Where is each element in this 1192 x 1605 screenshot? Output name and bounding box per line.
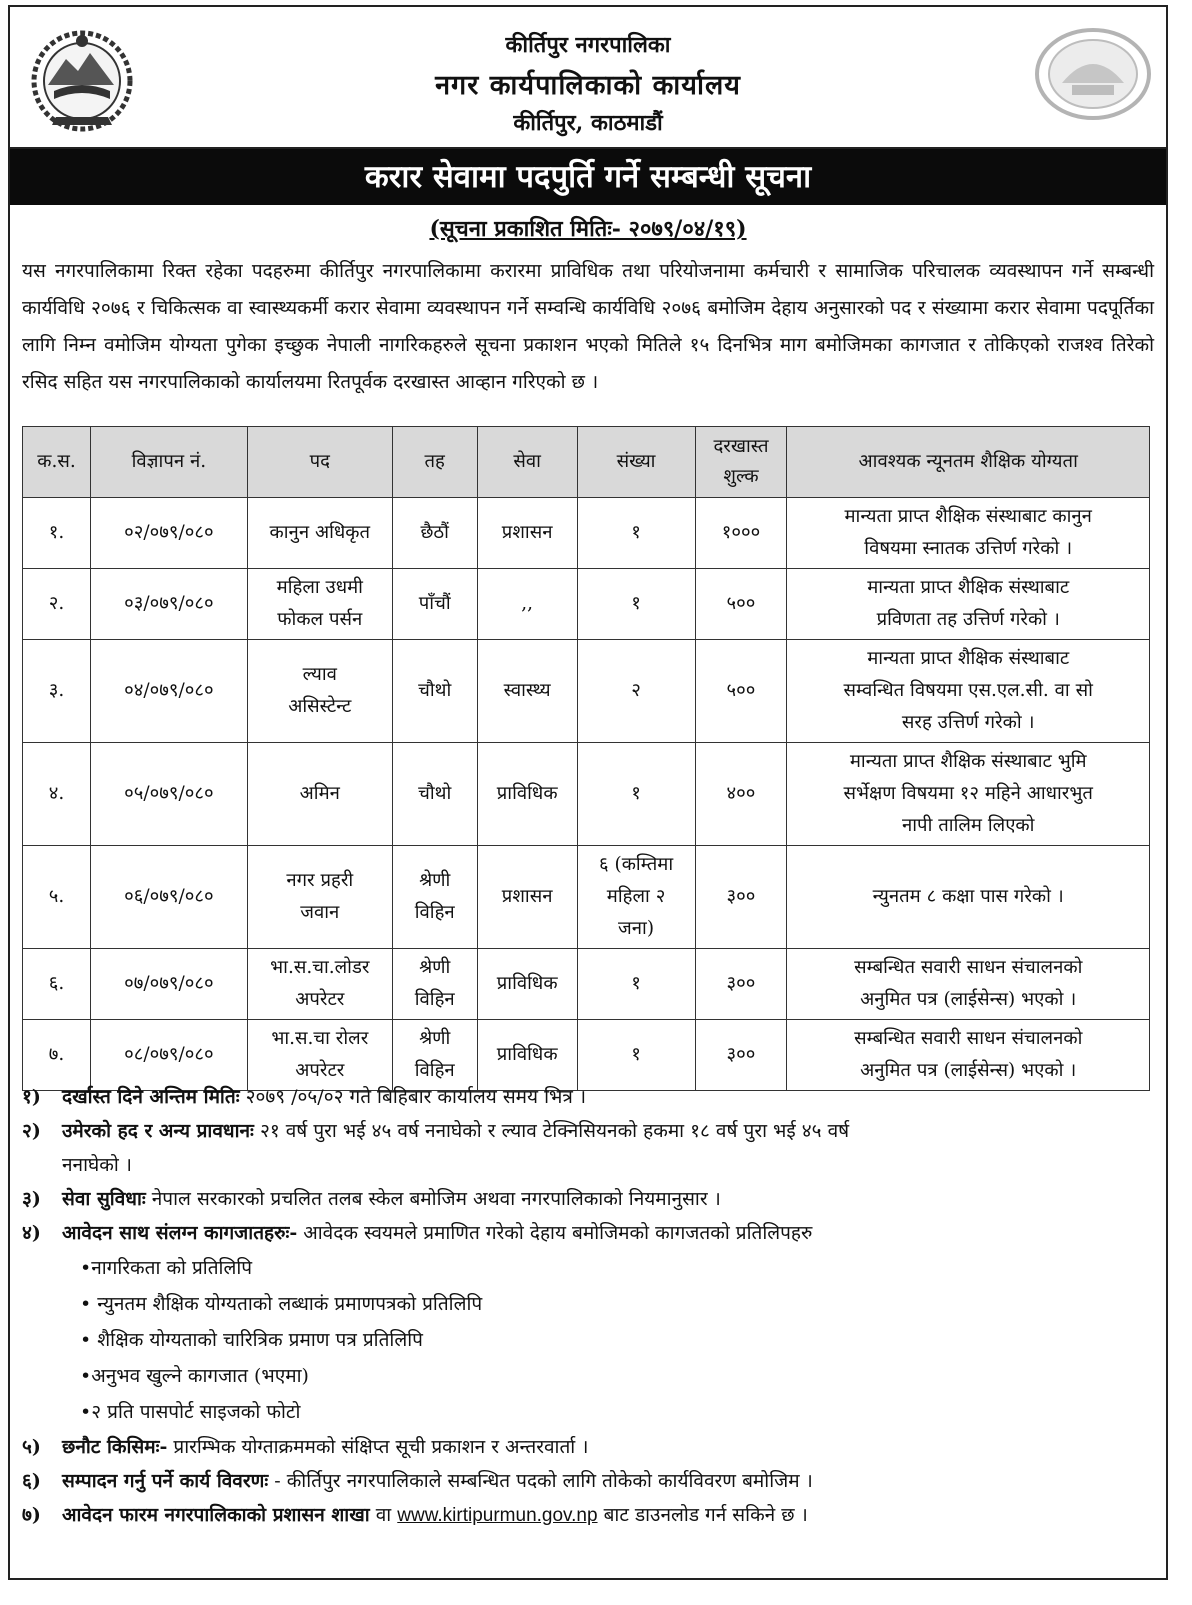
- cell-service-line: प्राविधिक: [496, 1044, 558, 1065]
- cell-qualification-line: नापी तालिम लिएको: [902, 815, 1035, 836]
- cell-fee-line: १०००: [721, 522, 761, 543]
- cell-post-line: महिला उधमी: [276, 577, 363, 598]
- table-row: [23, 743, 1150, 846]
- cell-post-line: अमिन: [299, 783, 340, 804]
- cell-ad-no: [90, 846, 247, 949]
- cell-level-line: श्रेणी: [419, 1028, 451, 1049]
- col-header-ad-no: विज्ञापन नं.: [90, 427, 247, 498]
- municipality-name: कीर्तिपुर नगरपालिका: [505, 32, 671, 58]
- cell-post-line: असिस्टेन्ट: [288, 696, 352, 717]
- cell-post-line: भा.स.चा रोलर: [271, 1028, 369, 1049]
- cell-count-line: २: [631, 680, 641, 701]
- cell-service: [477, 949, 577, 1020]
- cell-post-line: कानुन अधिकृत: [269, 522, 371, 543]
- note-text-tail: बाट डाउनलोड गर्न सकिने छ ।: [597, 1504, 808, 1526]
- cell-count: [577, 846, 695, 949]
- cell-fee: [695, 569, 787, 640]
- note-text: २०७९ /०५/०२ गते बिहिबार कार्यालय समय भित्र ।: [239, 1086, 587, 1108]
- cell-level-line: श्रेणी: [419, 870, 451, 891]
- cell-qualification-line: मान्यता प्राप्त शैक्षिक संस्थाबाट: [867, 577, 1070, 598]
- note-text: आवेदक स्वयमले प्रमाणित गरेको देहाय बमोजिमको कागजतको प्रतिलिपहरु: [297, 1222, 813, 1244]
- cell-sn: [23, 640, 91, 743]
- cell-fee-line: ३००: [726, 973, 756, 994]
- cell-post: [247, 949, 392, 1020]
- document-list-item: •२ प्रति पासपोर्ट साइजको फोटो: [80, 1401, 301, 1423]
- cell-service: [477, 846, 577, 949]
- office-name: नगर कार्यपालिकाको कार्यालय: [435, 70, 741, 101]
- cell-sn-line: १.: [48, 522, 65, 543]
- cell-service: [477, 569, 577, 640]
- cell-sn: [23, 569, 91, 640]
- col-header-service: सेवा: [477, 427, 577, 498]
- col-header-sn: क.स.: [23, 427, 91, 498]
- cell-ad-no: [90, 743, 247, 846]
- cell-qualification-line: मान्यता प्राप्त शैक्षिक संस्थाबाट भुमि: [849, 751, 1087, 772]
- cell-fee-line: ५००: [726, 680, 756, 701]
- cell-qualification-line: मान्यता प्राप्त शैक्षिक संस्थाबाट कानुन: [844, 506, 1092, 527]
- cell-service: [477, 640, 577, 743]
- cell-post: [247, 498, 392, 569]
- cell-qualification-line: न्युनतम ८ कक्षा पास गरेको ।: [872, 886, 1064, 907]
- cell-qualification-line: अनुमित पत्र (लाईसेन्स) भएको ।: [860, 989, 1077, 1010]
- cell-service-line: प्रशासन: [501, 522, 553, 543]
- cell-count-line: जना): [618, 918, 655, 939]
- cell-ad-no: [90, 569, 247, 640]
- cell-sn-line: ४.: [48, 783, 65, 804]
- cell-post-line: जवान: [300, 902, 340, 923]
- cell-post-line: ल्याव: [302, 664, 337, 685]
- note-label: सम्पादन गर्नु पर्ने कार्य विवरणः: [62, 1470, 269, 1492]
- cell-qualification: [787, 743, 1150, 846]
- cell-sn: [23, 949, 91, 1020]
- cell-qualification-line: सम्वन्धित विषयमा एस.एल.सी. वा सो: [843, 680, 1093, 701]
- website-link[interactable]: www.kirtipurmun.gov.np: [397, 1505, 598, 1526]
- cell-sn-line: ५.: [48, 886, 65, 907]
- col-header-fee: [695, 427, 787, 498]
- cell-sn-line: ६.: [48, 973, 65, 994]
- notice-page: [8, 5, 1168, 1580]
- document-list-item: • शैक्षिक योग्यताको चारित्रिक प्रमाण पत्र प्रतिलिपि: [80, 1329, 423, 1351]
- cell-ad-no-line: ०३/०७९/०८०: [124, 593, 214, 614]
- cell-service-line: स्वास्थ्य: [503, 680, 551, 701]
- cell-ad-no-line: ०५/०७९/०८०: [124, 783, 214, 804]
- cell-post: [247, 569, 392, 640]
- note-number: ६): [22, 1470, 41, 1492]
- document-list-item: •अनुभव खुल्ने कागजात (भएमा): [80, 1365, 309, 1387]
- cell-service-line: प्रशासन: [501, 886, 553, 907]
- cell-count: [577, 569, 695, 640]
- cell-service: [477, 498, 577, 569]
- office-address: कीर्तिपुर, काठमाडौं: [513, 110, 663, 136]
- cell-qualification-line: विषयमा स्नातक उत्तिर्ण गरेको ।: [864, 538, 1073, 559]
- table-header-row: [23, 427, 1150, 498]
- note-item-2: [22, 1114, 1147, 1148]
- cell-count: [577, 640, 695, 743]
- publication-date: (सूचना प्रकाशित मितिः- २०७९/०४/१९): [429, 216, 747, 242]
- cell-qualification: [787, 846, 1150, 949]
- note-number: ७): [22, 1504, 41, 1526]
- cell-level-line: छैठौं: [420, 522, 449, 543]
- cell-count: [577, 498, 695, 569]
- note-text: - कीर्तिपुर नगरपालिकाले सम्बन्धित पदको लागि तोकेको कार्यविवरण बमोजिम ।: [268, 1470, 813, 1492]
- cell-fee: [695, 846, 787, 949]
- note-label: दर्खास्त दिने अन्तिम मितिः: [62, 1086, 240, 1108]
- cell-sn: [23, 846, 91, 949]
- col-header-post: पद: [247, 427, 392, 498]
- cell-ad-no: [90, 498, 247, 569]
- cell-qualification-line: मान्यता प्राप्त शैक्षिक संस्थाबाट: [867, 648, 1070, 669]
- fee-header-line2: शुल्क: [723, 466, 759, 487]
- cell-ad-no-line: ०७/०७९/०८०: [124, 973, 214, 994]
- cell-level: [392, 949, 477, 1020]
- cell-level: [392, 569, 477, 640]
- note-number: २): [22, 1120, 41, 1142]
- cell-post-line: नगर प्रहरी: [286, 870, 354, 891]
- note-label: सेवा सुविधाः: [62, 1188, 146, 1210]
- cell-service-line: प्राविधिक: [496, 783, 558, 804]
- cell-post-line: फोकल पर्सन: [277, 609, 363, 630]
- cell-count-line: महिला २: [606, 886, 666, 907]
- notes-section: [22, 1080, 1147, 1533]
- note-number: १): [22, 1086, 41, 1108]
- cell-post: [247, 846, 392, 949]
- table-row: [23, 498, 1150, 569]
- cell-level: [392, 743, 477, 846]
- cell-qualification-line: सम्बन्धित सवारी साधन संचालनको: [854, 957, 1083, 978]
- cell-fee-line: ३००: [726, 1044, 756, 1065]
- cell-fee-line: ५००: [726, 593, 756, 614]
- note-label: छनौट किसिमः-: [62, 1436, 168, 1458]
- header: [10, 7, 1166, 149]
- cell-level-line: विहिन: [414, 1060, 455, 1081]
- col-header-qualification: आवश्यक न्यूनतम शैक्षिक योग्यता: [787, 427, 1150, 498]
- cell-qualification-line: सर्भेक्षण विषयमा १२ महिने आधारभुत: [843, 783, 1093, 804]
- cell-fee: [695, 498, 787, 569]
- cell-level: [392, 498, 477, 569]
- cell-ad-no-line: ०८/०७९/०८०: [124, 1044, 214, 1065]
- cell-qualification-line: सरह उत्तिर्ण गरेको ।: [901, 712, 1035, 733]
- cell-count-line: १: [631, 522, 641, 543]
- note-text: वा: [369, 1504, 398, 1526]
- cell-fee-line: ३००: [726, 886, 756, 907]
- cell-count-line: १: [631, 973, 641, 994]
- note-item-1: [22, 1080, 1147, 1114]
- note-number: ४): [22, 1222, 41, 1244]
- document-list-item: • न्युनतम शैक्षिक योग्यताको लब्धाकं प्रमाणपत्रको प्रतिलिपि: [80, 1293, 483, 1315]
- cell-qualification: [787, 569, 1150, 640]
- cell-sn-line: ७.: [48, 1044, 65, 1065]
- municipality-logo-icon: [1032, 25, 1154, 123]
- note-item-4: [22, 1216, 1147, 1250]
- cell-qualification-line: प्रविणता तह उत्तिर्ण गरेको ।: [876, 609, 1060, 630]
- cell-ad-no: [90, 640, 247, 743]
- cell-level-line: विहिन: [414, 989, 455, 1010]
- cell-fee: [695, 743, 787, 846]
- cell-count: [577, 743, 695, 846]
- table-row: [23, 640, 1150, 743]
- note-item-6: [22, 1464, 1147, 1498]
- table-row: [23, 846, 1150, 949]
- col-header-level: तह: [392, 427, 477, 498]
- cell-sn: [23, 743, 91, 846]
- cell-sn-line: ३.: [48, 680, 65, 701]
- cell-service-line: ,,: [521, 593, 534, 614]
- document-list-item: •नागरिकता को प्रतिलिपि: [80, 1257, 253, 1279]
- note-text: नेपाल सरकारको प्रचलित तलब स्केल बमोजिम अथवा नगरपालिकाको नियमानुसार ।: [145, 1188, 721, 1210]
- cell-post-line: भा.स.चा.लोडर: [270, 957, 370, 978]
- cell-qualification-line: अनुमित पत्र (लाईसेन्स) भएको ।: [860, 1060, 1077, 1081]
- cell-ad-no-line: ०४/०७९/०८०: [124, 680, 214, 701]
- cell-post-line: अपरेटर: [295, 1060, 345, 1081]
- note-item-7: [22, 1498, 1147, 1533]
- cell-count: [577, 949, 695, 1020]
- cell-level: [392, 640, 477, 743]
- cell-post: [247, 743, 392, 846]
- cell-qualification: [787, 949, 1150, 1020]
- cell-level-line: विहिन: [414, 902, 455, 923]
- cell-service: [477, 743, 577, 846]
- cell-sn-line: २.: [48, 593, 65, 614]
- cell-ad-no-line: ०६/०७९/०८०: [124, 886, 214, 907]
- cell-level-line: चौथो: [418, 783, 452, 804]
- cell-count-line: १: [631, 783, 641, 804]
- note-number: ३): [22, 1188, 41, 1210]
- note-label: आवेदन फारम नगरपालिकाको प्रशासन शाखा: [62, 1504, 370, 1526]
- cell-service-line: प्राविधिक: [496, 973, 558, 994]
- note-item-3: [22, 1182, 1147, 1216]
- cell-level-line: श्रेणी: [419, 957, 451, 978]
- note-item-5: [22, 1430, 1147, 1464]
- note-number: ५): [22, 1436, 41, 1458]
- cell-level-line: चौथो: [418, 680, 452, 701]
- cell-fee-line: ४००: [726, 783, 756, 804]
- cell-qualification: [787, 498, 1150, 569]
- table-row: [23, 949, 1150, 1020]
- cell-count-line: १: [631, 1044, 641, 1065]
- cell-fee: [695, 640, 787, 743]
- note-text: प्रारम्भिक योग्ताक्रममको संक्षिप्त सूची प्रकाशन र अन्तरवार्ता ।: [167, 1436, 589, 1458]
- note-text: २१ वर्ष पुरा भई ४५ वर्ष ननाघेको र ल्याव टेक्निसियनको हकमा १८ वर्ष पुरा भई ४५ वर्ष: [253, 1120, 850, 1142]
- cell-level: [392, 846, 477, 949]
- note-label: उमेरको हद र अन्य प्रावधानः: [62, 1120, 254, 1142]
- notice-title: करार सेवामा पदपुर्ति गर्ने सम्बन्धी सूचना: [10, 149, 1166, 205]
- note-label: आवेदन साथ संलग्न कागजातहरुः-: [62, 1222, 298, 1244]
- cell-sn: [23, 498, 91, 569]
- vacancy-table: [22, 426, 1150, 1091]
- cell-qualification-line: सम्बन्धित सवारी साधन संचालनको: [854, 1028, 1083, 1049]
- note-continuation: ननाघेको ।: [62, 1154, 132, 1176]
- cell-ad-no: [90, 949, 247, 1020]
- table-row: [23, 569, 1150, 640]
- col-header-count: संख्या: [577, 427, 695, 498]
- cell-qualification: [787, 640, 1150, 743]
- cell-post: [247, 640, 392, 743]
- cell-level-line: पाँचौं: [418, 593, 451, 614]
- cell-post-line: अपरेटर: [295, 989, 345, 1010]
- cell-count-line: १: [631, 593, 641, 614]
- cell-fee: [695, 949, 787, 1020]
- cell-ad-no-line: ०२/०७९/०८०: [124, 522, 214, 543]
- cell-count-line: ६ (कम्तिमा: [598, 854, 674, 875]
- intro-paragraph: यस नगरपालिकामा रिक्त रहेका पदहरुमा कीर्तिपुर नगरपालिकामा करारमा प्राविधिक तथा परियोजनामा कर्मचारी र सामाजिक परिचालक व्यवस्थापन गर्ने सम्बन्धी कार्यविधि २०७६ र चिकित्सक वा स्वास्थ्यकर्मी करार सेवामा व्यवस्थापन गर्ने सम्वन्धि कार्यविधि २०७६ बमोजिम देहाय अनुसारको पद र संख्यामा करार सेवामा पदपूर्तिका लागि निम्न वमोजिम योग्यता पुगेका इच्छुक नेपाली नागरिकहरुले सूचना प्रकाशन भएको मितिले १५ दिनभित्र माग बमोजिमका कागजात र तोकिएको राजश्व तिरेको रसिद सहित यस नगरपालिकाको कार्यालयमा रितपूर्वक दरखास्त आव्हान गरिएको छ ।: [22, 260, 1154, 393]
- fee-header-line1: दरखास्त: [713, 436, 769, 457]
